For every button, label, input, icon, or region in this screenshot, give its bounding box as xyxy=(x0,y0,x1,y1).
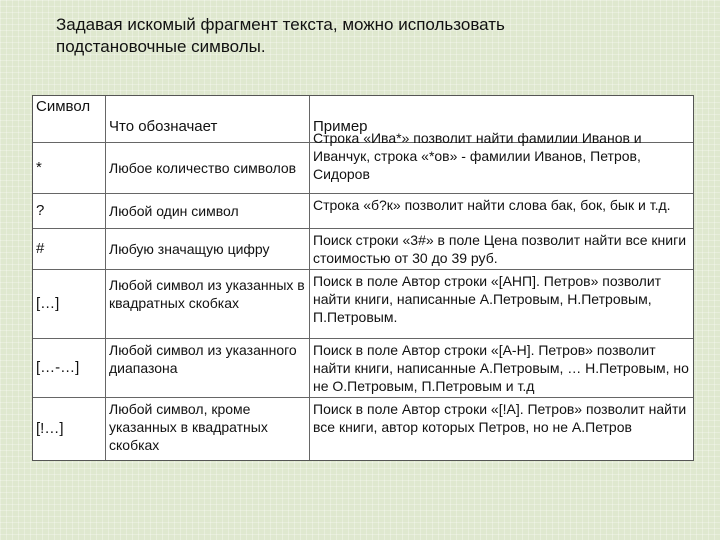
row-example: Поиск в поле Автор строки «[АНП]. Петров» позволит найти книги, написанные А.Петровым, Н.Петровым, П.Петровым. xyxy=(313,273,662,325)
title-line-1: Задавая искомый фрагмент текста, можно использовать xyxy=(56,15,505,34)
row-example: Поиск строки «3#» в поле Цена позволит найти все книги стоимостью от 30 до 39 руб. xyxy=(313,232,687,266)
row-symbol: […] xyxy=(33,270,106,338)
row-example: Поиск в поле Автор строки «[!А]. Петров» позволит найти все книги, автор которых Петров, но не А.Петров xyxy=(313,401,687,435)
row-meaning: Любой один символ xyxy=(106,194,310,228)
table-row xyxy=(33,193,693,228)
row-symbol: ? xyxy=(33,194,106,228)
table-row xyxy=(33,338,693,397)
row-symbol: # xyxy=(33,229,106,269)
header-symbol: Символ xyxy=(33,96,106,142)
title-line-2: подстановочные символы. xyxy=(56,37,266,56)
row-example: Строка «Ива*» позволит найти фамилии Иванов и Иванчук, строка «*ов» - фамилии Иванов, Петров, Сидоров xyxy=(313,130,642,182)
table-row xyxy=(33,397,693,460)
table-row xyxy=(33,130,693,193)
slide-title xyxy=(56,14,656,58)
row-symbol: […-…] xyxy=(33,339,106,397)
row-example: Строка «б?к» позволит найти слова бак, бок, бык и т.д. xyxy=(313,197,671,213)
row-symbol: * xyxy=(33,143,106,193)
header-example: Пример xyxy=(313,118,368,135)
row-meaning: Любую значащую цифру xyxy=(106,229,310,269)
row-meaning: Любое количество символов xyxy=(106,143,310,193)
row-symbol: [!…] xyxy=(33,398,106,460)
row-meaning: Любой символ из указанного диапазона xyxy=(106,339,310,397)
row-meaning: Любой символ, кроме указанных в квадратных скобках xyxy=(106,398,310,460)
wildcard-table xyxy=(32,95,694,461)
row-meaning: Любой символ из указанных в квадратных скобках xyxy=(106,270,310,338)
header-meaning: Что обозначает xyxy=(106,96,310,142)
table-row xyxy=(33,269,693,338)
row-example: Поиск в поле Автор строки «[А-Н]. Петров» позволит найти книги, написанные А.Петровым, … Н.Петровым, но не О.Петровым, П.Петровым и т.д xyxy=(313,342,689,394)
table-row xyxy=(33,228,693,269)
